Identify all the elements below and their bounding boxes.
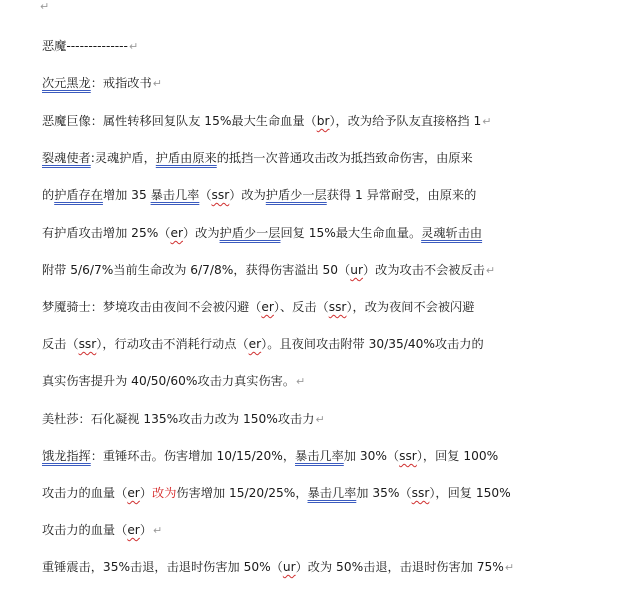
text-run: ）改为攻击不会被反击	[363, 263, 485, 277]
paragraph-mark-icon: ↵	[296, 375, 306, 388]
text-blue-ul: 饿龙指挥	[42, 449, 91, 463]
text-run: 攻击力的血量（	[42, 523, 128, 537]
text-run: 获得 1 异常耐受，由原来的	[326, 188, 477, 202]
text-blue-ul: 护盾少一层	[219, 226, 281, 240]
text-line[interactable]	[42, 113, 491, 130]
text-line[interactable]	[42, 448, 498, 464]
text-red-wavy: ssr	[211, 188, 230, 202]
text-run: ），改为夜间不会被闪避	[346, 300, 475, 314]
text-line[interactable]	[42, 75, 162, 92]
text-blue-ul: 暴击几率	[295, 449, 344, 463]
text-run: ）	[139, 486, 153, 500]
text-run: ），改为给予队友直接格挡 1	[329, 114, 482, 128]
text-line[interactable]	[42, 411, 325, 428]
text-run: 重锤震击，35%击退，击退时伤害加 50%（	[42, 560, 283, 574]
paragraph-mark-icon: ↵	[315, 413, 325, 426]
text-run: 恶魔巨像：属性转移回复队友 15%最大生命血量（	[42, 114, 317, 128]
paragraph-mark-icon: ↵	[128, 40, 139, 53]
text-red-wavy: ssr	[78, 337, 97, 351]
text-run: ），回复 150%	[429, 486, 511, 500]
text-run: :灵魂护盾，	[90, 151, 156, 165]
text-blue-ul: 灵魂斩击由	[421, 226, 483, 240]
text-line[interactable]	[42, 187, 476, 203]
text-run: ）改为	[229, 188, 266, 202]
text-run: ：重锤环击。伤害增加 10/15/20%，	[90, 449, 296, 463]
text-line[interactable]	[42, 38, 138, 55]
text-run: 梦魇骑士：梦境攻击由夜间不会被闪避（	[42, 300, 262, 314]
text-run: 真实伤害提升为 40/50/60%攻击力真实伤害。	[42, 374, 296, 388]
text-run: （	[199, 188, 212, 202]
text-red-wavy: er	[127, 486, 140, 500]
text-blue-ul: 次元黑龙	[42, 76, 91, 90]
text-run: 恶魔--------------	[42, 39, 128, 53]
text-red-wavy: ssr	[411, 486, 430, 500]
text-red-text: 改为	[152, 486, 177, 500]
text-run: ），回复 100%	[416, 449, 499, 463]
text-blue-ul: 裂魂使者	[42, 151, 91, 165]
text-run: 增加 35	[102, 188, 151, 202]
text-red-wavy: er	[248, 337, 262, 351]
text-run: 的抵挡一次普通攻击改为抵挡致命伤害，由原来	[216, 151, 473, 165]
text-blue-ul: 护盾由原来	[155, 151, 217, 165]
text-blue-ul: 护盾存在	[54, 188, 103, 202]
text-run: 附带 5/6/7%当前生命改为 6/7/8%，获得伤害溢出 50（	[42, 263, 351, 277]
text-run: ），行动攻击不消耗行动点（	[96, 337, 249, 351]
text-run: 有护盾攻击增加 25%（	[42, 226, 171, 240]
text-run: 美杜莎：石化凝视 135%攻击力改为 150%攻击力	[42, 412, 315, 426]
text-run: ）、反击（	[273, 300, 329, 314]
text-red-wavy: ur	[282, 560, 296, 574]
text-line[interactable]	[42, 373, 305, 390]
text-run: 伤害增加 15/20/25%，	[176, 486, 308, 500]
text-line[interactable]	[42, 225, 482, 241]
text-run: 加 30%（	[343, 449, 400, 463]
text-run: 攻击力的血量（	[42, 486, 128, 500]
text-run: ）。且夜间攻击附带 30/35/40%攻击力的	[261, 337, 484, 351]
text-red-wavy: ur	[350, 263, 363, 277]
text-red-wavy: er	[127, 523, 140, 537]
text-line[interactable]	[42, 150, 473, 166]
text-run: 回复 15%最大生命血量。	[280, 226, 422, 240]
text-line[interactable]	[42, 559, 514, 576]
text-run: ）	[139, 523, 153, 537]
text-run: 反击（	[42, 337, 79, 351]
text-line[interactable]	[42, 336, 484, 352]
text-run: ：戒指改书	[90, 76, 152, 90]
paragraph-mark-icon: ↵	[152, 77, 162, 90]
text-red-wavy: ssr	[399, 449, 417, 463]
text-red-wavy: br	[316, 114, 330, 128]
text-blue-ul: 暴击几率	[307, 486, 357, 500]
text-run: ）改为 50%击退，击退时伤害加 75%	[295, 560, 504, 574]
paragraph-mark-icon: ↵	[482, 115, 492, 128]
text-red-wavy: er	[261, 300, 274, 314]
text-blue-ul: 暴击几率	[150, 188, 200, 202]
text-line[interactable]	[42, 485, 511, 501]
text-run: 的	[42, 188, 55, 202]
text-blue-ul: 护盾少一层	[265, 188, 327, 202]
paragraph-mark-icon: ↵	[153, 524, 163, 537]
text-red-wavy: er	[170, 226, 183, 240]
text-run: ）改为	[182, 226, 220, 240]
text-red-wavy: ssr	[328, 300, 347, 314]
paragraph-mark-icon: ↵	[485, 264, 496, 277]
paragraph-mark-icon: ↵	[40, 0, 50, 13]
text-line[interactable]	[42, 262, 495, 279]
text-line[interactable]	[42, 522, 162, 539]
text-run: 加 35%（	[356, 486, 412, 500]
text-line[interactable]	[42, 299, 474, 315]
paragraph-mark-icon: ↵	[504, 561, 515, 574]
